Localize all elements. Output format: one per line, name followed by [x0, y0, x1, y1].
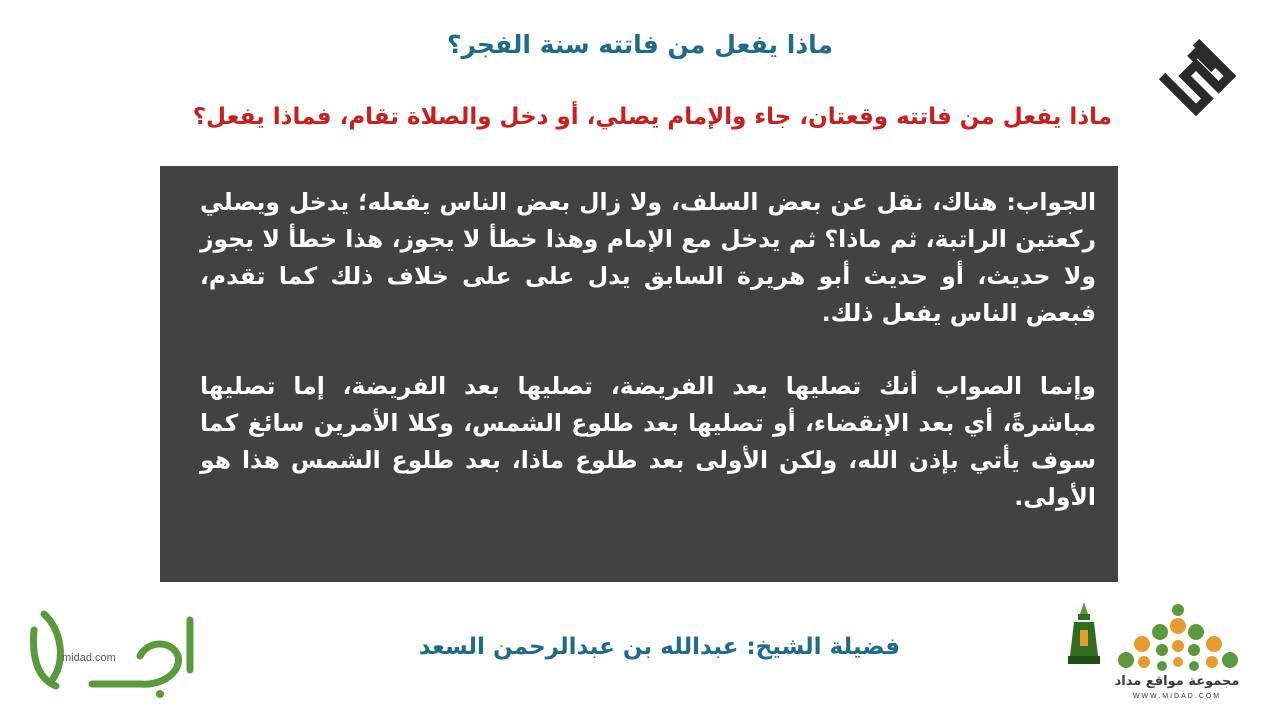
answer-paragraph-1: الجواب: هناك، نقل عن بعض السلف، ولا زال بعض الناس يفعله؛ يدخل ويصلي ركعتين الراتبة، ثم ماذا؟ ثم يدخل مع الإمام وهذا خطأ لا يجوز، هذا خطأ لا يجوز ولا حديث، أو حديث أبو هريرة السابق يدل على على خلاف ذلك كما تقدم، فبعض الناس يفعل ذلك. — [200, 188, 1096, 327]
midad-group-url: WWW.MIDAD.COM — [1132, 693, 1222, 700]
answer-box — [160, 166, 1118, 582]
lantern-icon — [1068, 602, 1100, 664]
midad-group-logo — [1064, 600, 1250, 710]
dome-pattern-icon — [1118, 604, 1238, 671]
midad-group-emblem-icon — [1064, 600, 1250, 676]
speaker-name: فضيلة الشيخ: عبدالله بن عبدالرحمن السعد — [418, 634, 900, 660]
midad-logo — [22, 600, 202, 700]
midad-group-caption: مجموعة مواقع مداد — [1114, 674, 1240, 689]
calligraphy-logo-icon — [1150, 28, 1242, 124]
page-title: ماذا يفعل من فاتته سنة الفجر؟ — [446, 30, 834, 59]
question-text: ماذا يفعل من فاتته وقعتان، جاء والإمام يصلي، أو دخل والصلاة تقام، فماذا يفعل؟ — [192, 104, 1112, 130]
midad-calligraphy-icon — [22, 600, 202, 700]
answer-paragraph-2: وإنما الصواب أنك تصليها بعد الفريضة، تصليها بعد الفريضة، إما تصليها مباشرةً، أي بعد الإنقضاء، أو تصليها بعد طلوع الشمس، وكلا الأمرين سائغ كما سوف يأتي بإذن الله، ولكن الأولى بعد طلوع ماذا، بعد طلوع الشمس هذا هو الأولى. — [200, 372, 1096, 511]
midad-site-text: midad.com — [62, 652, 116, 664]
